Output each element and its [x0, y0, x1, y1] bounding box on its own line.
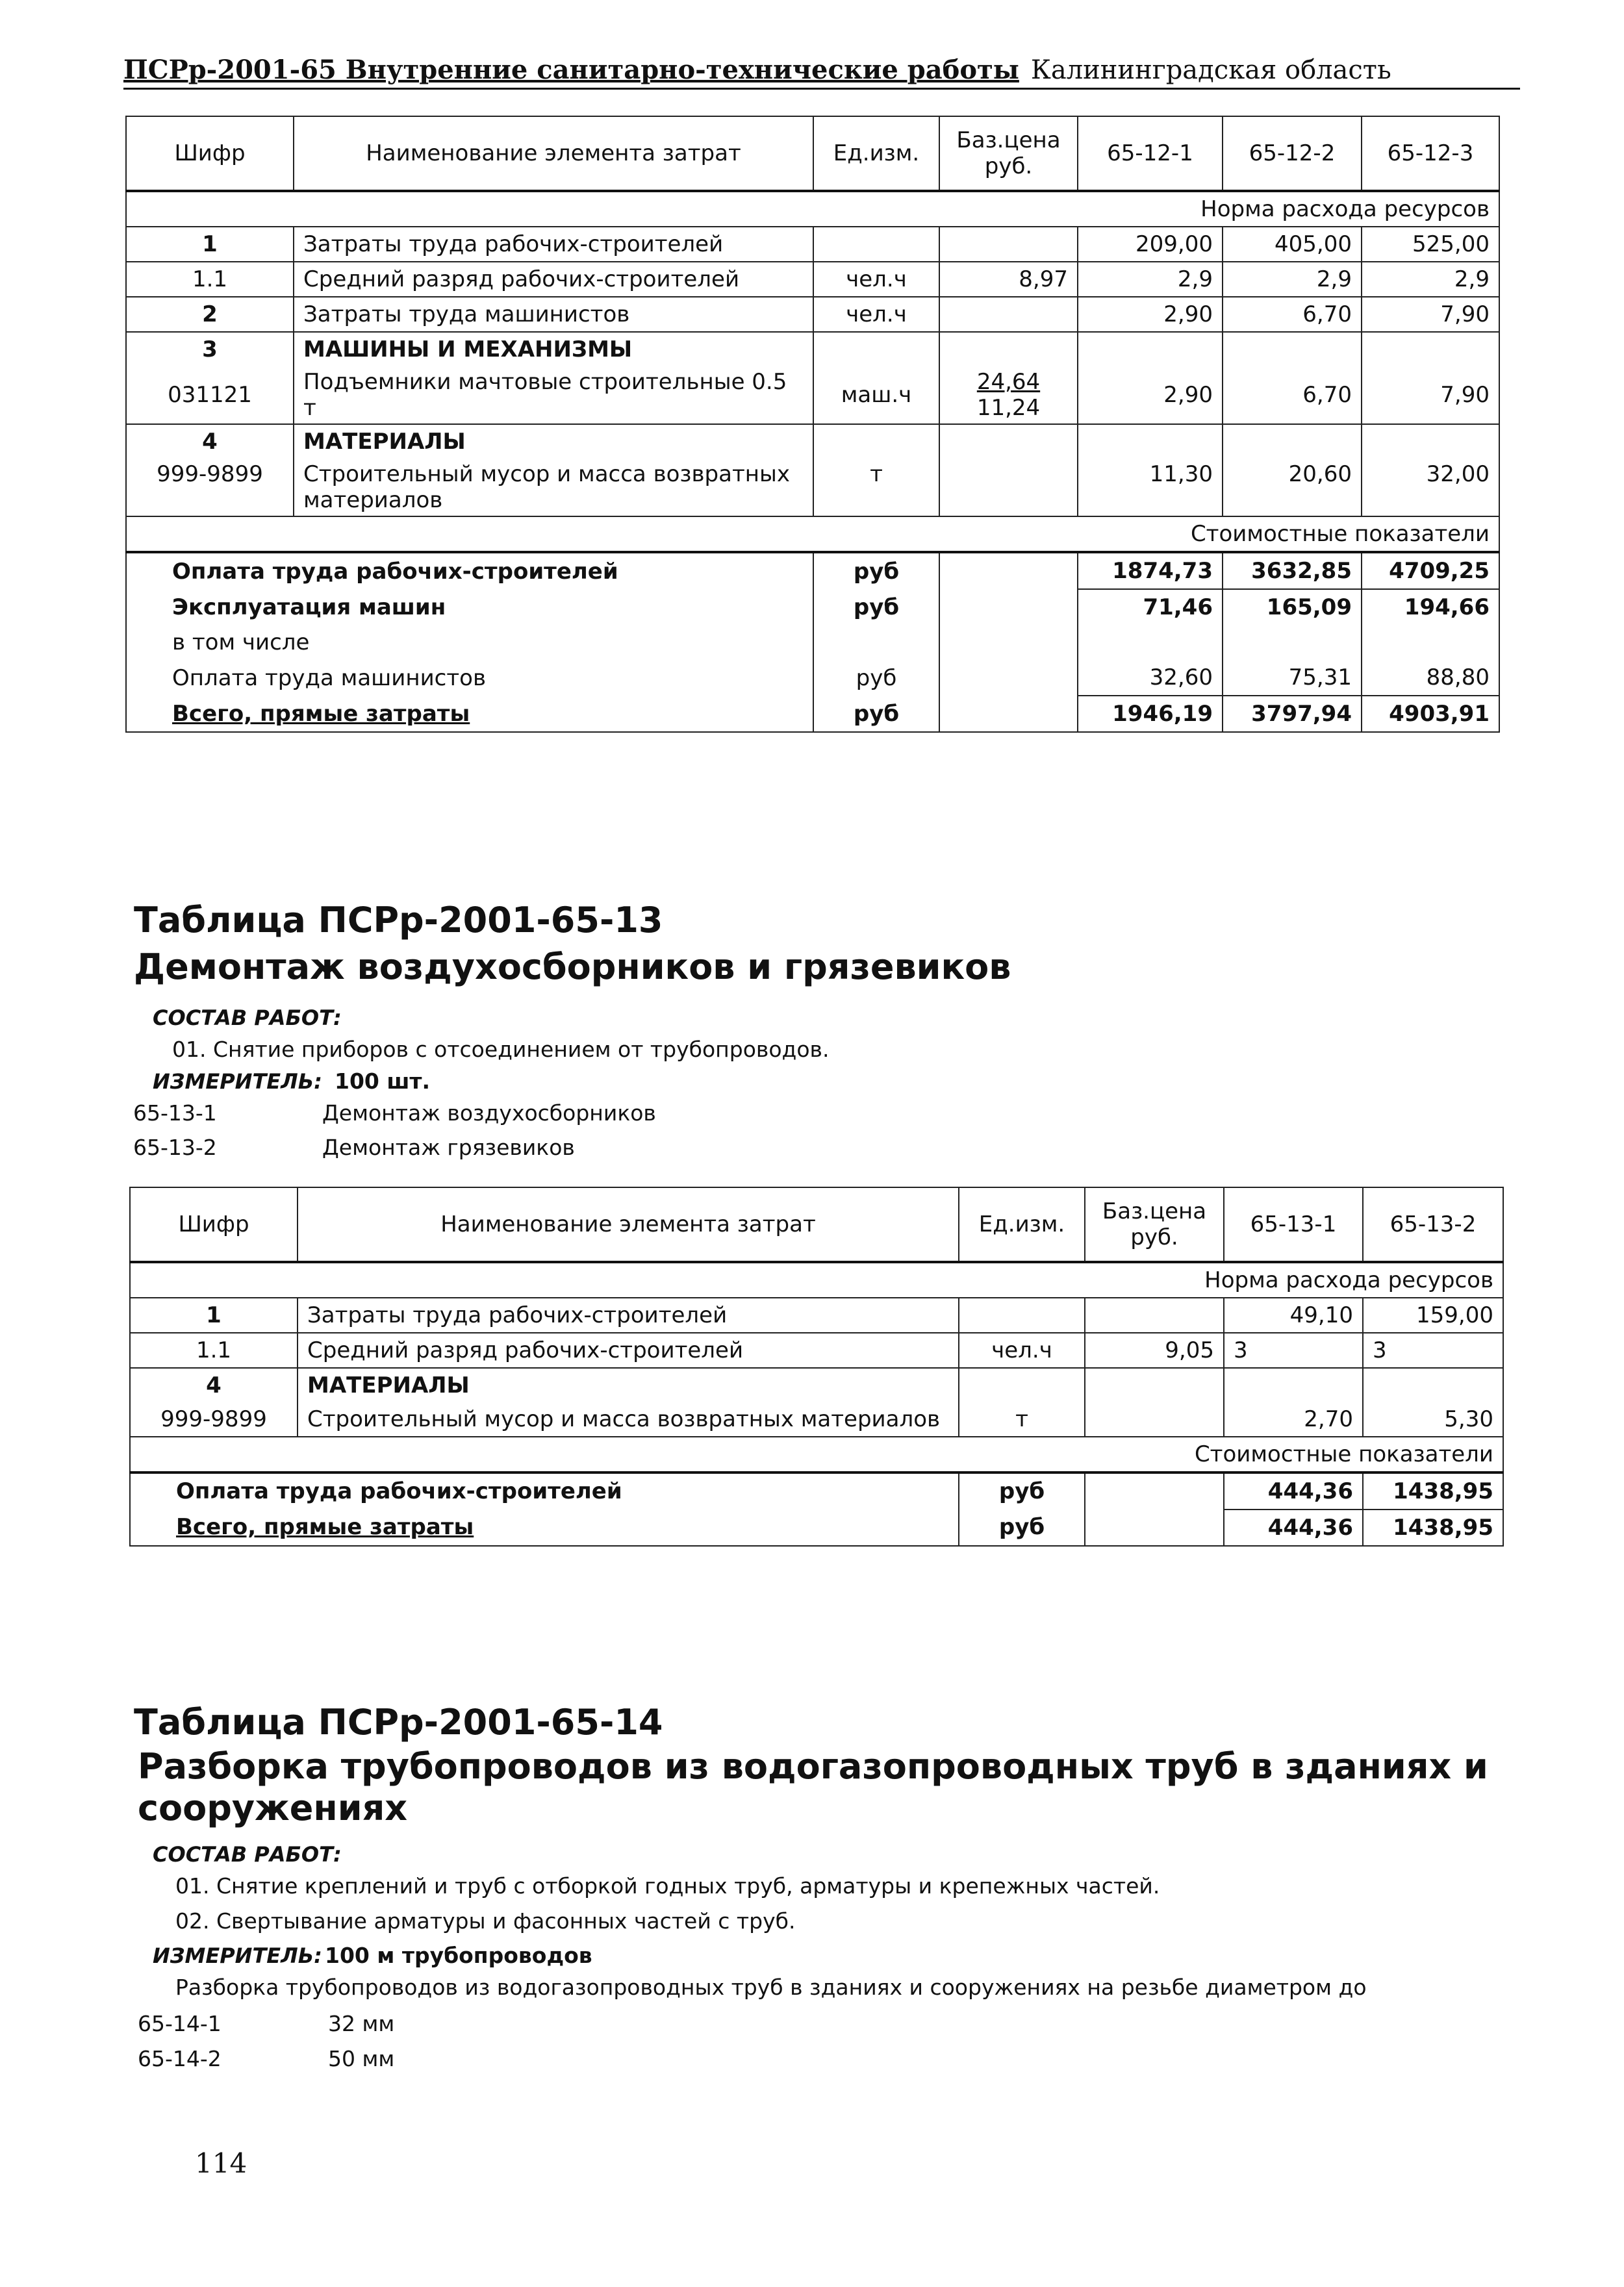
summary-name: Эксплуатация машин: [126, 589, 813, 625]
summary-value: 444,36: [1224, 1510, 1363, 1546]
col-header-price: Баз.цена руб.: [1085, 1187, 1224, 1262]
row-value: 11,30: [1078, 459, 1223, 516]
meter-label: ИЗМЕРИТЕЛЬ:: [153, 1069, 322, 1094]
work-item: 01. Снятие креплений и труб с отборкой годных труб, арматуры и крепежных частей.: [175, 1873, 1160, 1899]
summary-name: в том числе: [126, 625, 813, 660]
col-header-price: Баз.цена руб.: [939, 116, 1078, 191]
col-header-65-13-2: 65-13-2: [1363, 1187, 1503, 1262]
cost-caption-row: [130, 1437, 1503, 1472]
table-row: [130, 1333, 1503, 1368]
row-value: 405,00: [1223, 227, 1362, 262]
meter-value: 100 м трубопроводов: [325, 1943, 592, 1968]
row-value: 7,90: [1362, 297, 1499, 332]
row-price: 8,97: [939, 262, 1078, 297]
summary-value: 71,46: [1078, 589, 1223, 625]
summary-value: 32,60: [1078, 660, 1223, 696]
item-text: Демонтаж грязевиков: [322, 1135, 575, 1160]
row-unit: [813, 227, 939, 262]
row-price: 9,05: [1085, 1333, 1224, 1368]
description: Разборка трубопроводов из водогазопроводных труб в зданиях и сооружениях на резьбе диаметром до: [175, 1975, 1367, 2000]
summary-value: 3632,85: [1223, 552, 1362, 589]
row-unit: т: [959, 1402, 1085, 1437]
row-value: 7,90: [1362, 366, 1499, 424]
row-unit: чел.ч: [959, 1333, 1085, 1368]
row-unit: чел.ч: [813, 297, 939, 332]
row-price: [939, 459, 1078, 516]
row-value: 2,70: [1224, 1402, 1363, 1437]
summary-name: Всего, прямые затраты: [126, 696, 813, 732]
row-code: 031121: [126, 366, 294, 424]
row-code: 4: [126, 424, 294, 459]
row-price: [1085, 1402, 1224, 1437]
work-item: 02. Свертывание арматуры и фасонных частей с труб.: [175, 1908, 796, 1934]
row-value: 6,70: [1223, 297, 1362, 332]
summary-row: [126, 552, 1499, 589]
row-price: [939, 297, 1078, 332]
col-header-name: Наименование элемента затрат: [298, 1187, 959, 1262]
cost-caption: Стоимостные показатели: [126, 516, 1499, 552]
table-row: [126, 366, 1499, 424]
table-group-row: [130, 1368, 1503, 1402]
row-unit: чел.ч: [813, 262, 939, 297]
summary-name: Оплата труда рабочих-строителей: [130, 1472, 959, 1510]
cost-caption-row: [126, 516, 1499, 552]
norm-caption-row: [126, 191, 1499, 227]
item-text: Демонтаж воздухосборников: [322, 1100, 656, 1126]
summary-unit: руб: [813, 660, 939, 696]
row-price-split: [939, 366, 1078, 424]
row-price: [1085, 1298, 1224, 1333]
meter-value: 100 шт.: [335, 1068, 431, 1094]
summary-row: [126, 696, 1499, 732]
row-value: 3: [1224, 1333, 1363, 1368]
section-subtitle: Демонтаж воздухосборников и грязевиков: [134, 946, 1011, 987]
row-group-name: МАШИНЫ И МЕХАНИЗМЫ: [294, 332, 813, 366]
row-value: 49,10: [1224, 1298, 1363, 1333]
summary-value: 1438,95: [1363, 1510, 1503, 1546]
row-value: 2,90: [1078, 366, 1223, 424]
summary-value: 1874,73: [1078, 552, 1223, 589]
col-header-code: Шифр: [126, 116, 294, 191]
page-number: 114: [195, 2147, 247, 2179]
row-code: 4: [130, 1368, 298, 1402]
item-text: 50 мм: [328, 2046, 395, 2071]
col-header-65-12-1: 65-12-1: [1078, 116, 1223, 191]
row-group-name: МАТЕРИАЛЫ: [298, 1368, 959, 1402]
col-header-code: Шифр: [130, 1187, 298, 1262]
row-price: [939, 227, 1078, 262]
row-value: 159,00: [1363, 1298, 1503, 1333]
row-code: 2: [126, 297, 294, 332]
row-code: 999-9899: [126, 459, 294, 516]
row-code: 1: [130, 1298, 298, 1333]
row-unit: т: [813, 459, 939, 516]
norm-caption: Норма расхода ресурсов: [130, 1262, 1503, 1298]
running-header: [123, 55, 1520, 90]
col-header-65-13-1: 65-13-1: [1224, 1187, 1363, 1262]
row-name: Затраты труда рабочих-строителей: [298, 1298, 959, 1333]
table-header-row: [126, 116, 1499, 191]
work-item: 01. Снятие приборов с отсоединением от трубопроводов.: [172, 1037, 830, 1062]
header-region: Калининградская область: [1030, 55, 1391, 85]
row-code: 1.1: [130, 1333, 298, 1368]
summary-name: Оплата труда машинистов: [126, 660, 813, 696]
col-header-unit: Ед.изм.: [959, 1187, 1085, 1262]
works-label: СОСТАВ РАБОТ:: [153, 1005, 342, 1030]
summary-value: 4709,25: [1362, 552, 1499, 589]
summary-value: 88,80: [1362, 660, 1499, 696]
summary-name: Всего, прямые затраты: [130, 1510, 959, 1546]
summary-row: [126, 589, 1499, 625]
summary-row: [126, 625, 1499, 660]
summary-unit: руб: [959, 1510, 1085, 1546]
cost-caption: Стоимостные показатели: [130, 1437, 1503, 1472]
norm-caption: Норма расхода ресурсов: [126, 191, 1499, 227]
item-code: 65-14-2: [138, 2046, 222, 2071]
item-text: 32 мм: [328, 2011, 395, 2036]
row-value: 2,9: [1078, 262, 1223, 297]
price-top: 24,64: [976, 369, 1041, 395]
section-title: Таблица ПСРр-2001-65-13: [134, 900, 663, 941]
table-65-12: [125, 116, 1500, 733]
row-name: Средний разряд рабочих-строителей: [294, 262, 813, 297]
table-row: [126, 297, 1499, 332]
item-code: 65-14-1: [138, 2011, 222, 2036]
summary-name: Оплата труда рабочих-строителей: [126, 552, 813, 589]
norm-caption-row: [130, 1262, 1503, 1298]
summary-unit: руб: [813, 552, 939, 589]
table-row: [130, 1298, 1503, 1333]
section-title: Таблица ПСРр-2001-65-14: [134, 1702, 663, 1743]
row-value: 2,9: [1223, 262, 1362, 297]
section-subtitle: Разборка трубопроводов из водогазопроводных труб в зданиях и: [138, 1746, 1488, 1787]
item-code: 65-13-2: [133, 1135, 217, 1160]
row-group-name: МАТЕРИАЛЫ: [294, 424, 813, 459]
table-row: [126, 262, 1499, 297]
row-name: Строительный мусор и масса возвратных материалов: [294, 459, 813, 516]
summary-value: 194,66: [1362, 589, 1499, 625]
table-65-13: [129, 1187, 1504, 1547]
table-row: [126, 227, 1499, 262]
header-title: ПСРр-2001-65 Внутренние санитарно-технические работы: [123, 55, 1019, 85]
item-code: 65-13-1: [133, 1100, 217, 1126]
row-value: 525,00: [1362, 227, 1499, 262]
section-subtitle-cont: сооружениях: [138, 1788, 408, 1828]
summary-value: 4903,91: [1362, 696, 1499, 732]
row-code: 1.1: [126, 262, 294, 297]
row-code: 3: [126, 332, 294, 366]
row-value: 2,9: [1362, 262, 1499, 297]
summary-value: 165,09: [1223, 589, 1362, 625]
row-code: 999-9899: [130, 1402, 298, 1437]
col-header-unit: Ед.изм.: [813, 116, 939, 191]
row-value: 5,30: [1363, 1402, 1503, 1437]
row-value: 20,60: [1223, 459, 1362, 516]
table-group-row: [126, 332, 1499, 366]
table-group-row: [126, 424, 1499, 459]
summary-value: 444,36: [1224, 1472, 1363, 1510]
works-label: СОСТАВ РАБОТ:: [153, 1842, 342, 1867]
summary-value: 1438,95: [1363, 1472, 1503, 1510]
summary-value: 3797,94: [1223, 696, 1362, 732]
row-name: Затраты труда рабочих-строителей: [294, 227, 813, 262]
row-name: Подъемники мачтовые строительные 0.5 т: [294, 366, 813, 424]
row-name: Затраты труда машинистов: [294, 297, 813, 332]
meter-label: ИЗМЕРИТЕЛЬ:: [153, 1943, 322, 1968]
summary-row: [130, 1510, 1503, 1546]
table-header-row: [130, 1187, 1503, 1262]
row-name: Строительный мусор и масса возвратных материалов: [298, 1402, 959, 1437]
summary-value: 1946,19: [1078, 696, 1223, 732]
summary-unit: руб: [959, 1472, 1085, 1510]
summary-unit: руб: [813, 589, 939, 625]
table-row: [126, 459, 1499, 516]
col-header-65-12-2: 65-12-2: [1223, 116, 1362, 191]
row-value: 209,00: [1078, 227, 1223, 262]
row-value: 6,70: [1223, 366, 1362, 424]
summary-row: [130, 1472, 1503, 1510]
price-bottom: 11,24: [976, 395, 1041, 422]
row-value: 32,00: [1362, 459, 1499, 516]
row-value: 2,90: [1078, 297, 1223, 332]
summary-value: 75,31: [1223, 660, 1362, 696]
row-unit: маш.ч: [813, 366, 939, 424]
row-name: Средний разряд рабочих-строителей: [298, 1333, 959, 1368]
summary-unit: руб: [813, 696, 939, 732]
table-row: [130, 1402, 1503, 1437]
row-value: 3: [1363, 1333, 1503, 1368]
row-unit: [959, 1298, 1085, 1333]
col-header-65-12-3: 65-12-3: [1362, 116, 1499, 191]
summary-row: [126, 660, 1499, 696]
col-header-name: Наименование элемента затрат: [294, 116, 813, 191]
row-code: 1: [126, 227, 294, 262]
